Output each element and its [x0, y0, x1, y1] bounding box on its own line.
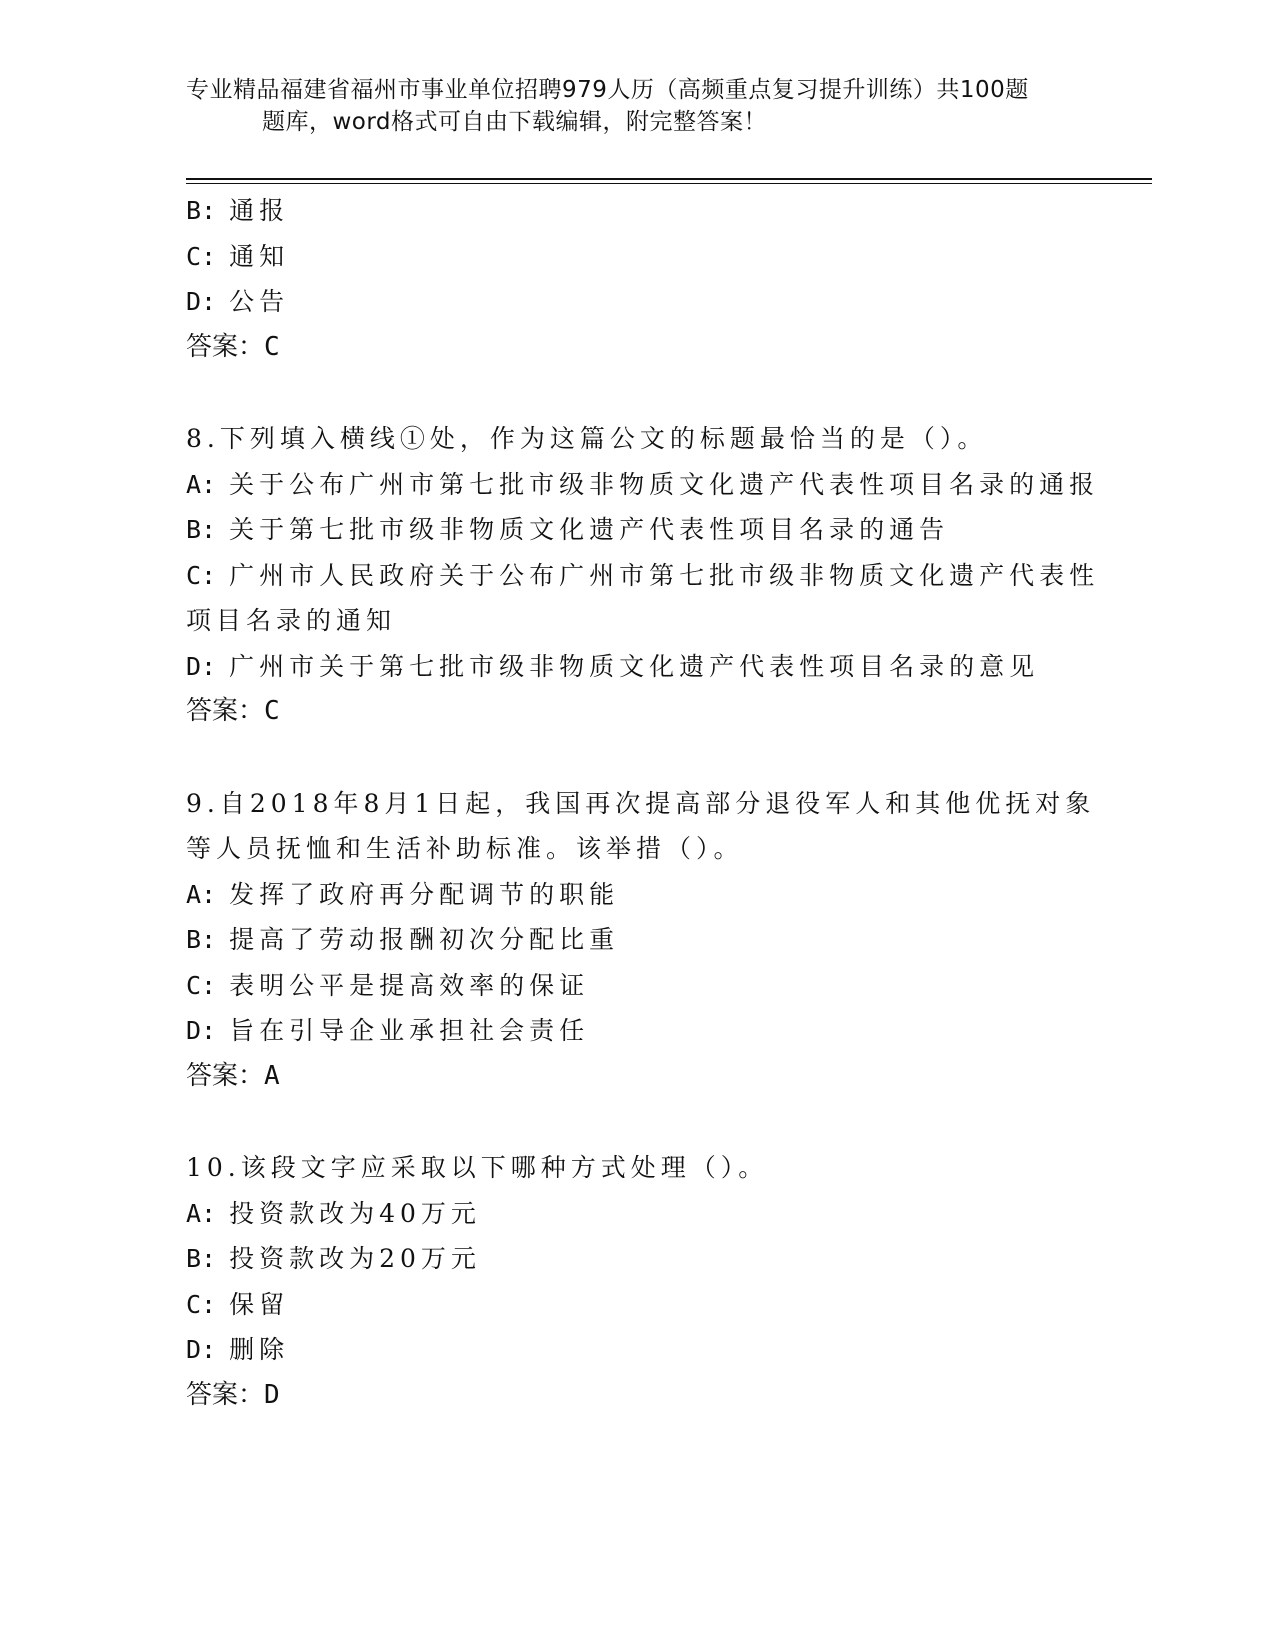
header-title-line2: 题库，word格式可自由下载编辑，附完整答案！ — [262, 109, 768, 135]
option-d: D: 旨在引导企业承担社会责任 — [186, 1016, 590, 1045]
question-text: 10.该段文字应采取以下哪种方式处理（）。 — [186, 1153, 769, 1182]
question-block-7 — [186, 188, 1086, 370]
question-text: 8.下列填入横线①处，作为这篇公文的标题最恰当的是（）。 — [186, 424, 988, 453]
answer-line: 答案：C — [186, 696, 280, 726]
option-c: C: 广州市人民政府关于公布广州市第七批市级非物质文化遗产代表性 — [186, 560, 1100, 590]
option-d: D: 删除 — [186, 1335, 290, 1364]
option-c-continued: 项目名录的通知 — [186, 606, 397, 635]
question-block-10 — [186, 1145, 1086, 1418]
option-d: D: 广州市关于第七批市级非物质文化遗产代表性项目名录的意见 — [186, 651, 1040, 681]
question-text: 9.自2018年8月1日起，我国再次提高部分退役军人和其他优抚对象 — [186, 788, 1096, 818]
header-rule-thick — [186, 178, 1152, 180]
option-b: B: 提高了劳动报酬初次分配比重 — [186, 925, 620, 954]
page-header — [186, 74, 1086, 138]
header-title-line1: 专业精品福建省福州市事业单位招聘979人历（高频重点复习提升训练）共100题 — [186, 77, 1029, 103]
answer-line: 答案：D — [186, 1379, 280, 1410]
header-rule-thin — [186, 183, 1152, 184]
option-a: A: 发挥了政府再分配调节的职能 — [186, 879, 620, 909]
option-b: B: 投资款改为20万元 — [186, 1244, 481, 1273]
option-b: B: 关于第七批市级非物质文化遗产代表性项目名录的通告 — [186, 515, 950, 544]
option-a: A: 关于公布广州市第七批市级非物质文化遗产代表性项目名录的通报 — [186, 469, 1100, 499]
option-b: B: 通报 — [186, 196, 290, 225]
answer-line: 答案：A — [186, 1060, 280, 1091]
question-block-9 — [186, 781, 1096, 1100]
option-c: C: 保留 — [186, 1289, 290, 1319]
spacer — [186, 735, 1086, 781]
answer-line: 答案：C — [186, 331, 280, 362]
option-a: A: 投资款改为40万元 — [186, 1198, 481, 1228]
option-d: D: 公告 — [186, 287, 290, 316]
question-text-continued: 等人员抚恤和生活补助标准。该举措（）。 — [186, 834, 744, 863]
spacer — [186, 1099, 1086, 1145]
question-block-8 — [186, 416, 1100, 735]
spacer — [186, 370, 1086, 416]
option-c: C: 通知 — [186, 241, 290, 271]
option-c: C: 表明公平是提高效率的保证 — [186, 970, 590, 1000]
question-content — [186, 188, 1100, 1418]
